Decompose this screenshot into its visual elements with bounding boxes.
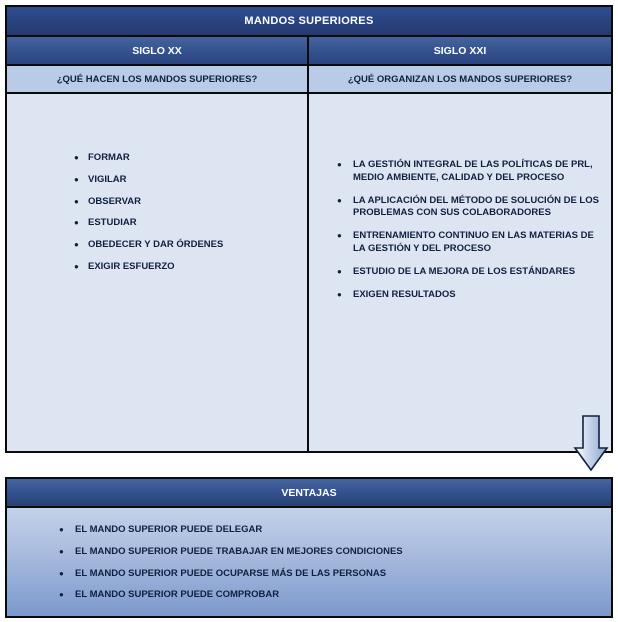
list-item: ● ESTUDIAR bbox=[70, 217, 299, 230]
bullet-list-left bbox=[70, 152, 299, 274]
list-item: ● LA GESTIÓN INTEGRAL DE LAS POLÍTICAS DE PRL, MEDIO AMBIENTE, CALIDAD Y DEL PROCESO bbox=[331, 159, 599, 185]
list-item: ● EXIGEN RESULTADOS bbox=[331, 289, 599, 302]
question-header-left bbox=[7, 66, 307, 94]
ventajas-content bbox=[7, 508, 611, 616]
list-item: ● EL MANDO SUPERIOR PUEDE TRABAJAR EN MEJORES CONDICIONES bbox=[55, 546, 603, 559]
table-title-label: MANDOS SUPERIORES bbox=[244, 15, 374, 27]
century-columns bbox=[7, 37, 611, 451]
question-header-right bbox=[309, 66, 611, 94]
list-item: ● EL MANDO SUPERIOR PUEDE OCUPARSE MÁS DE LAS PERSONAS bbox=[55, 568, 603, 581]
question-label-right: ¿QUÉ ORGANIZAN LOS MANDOS SUPERIORES? bbox=[347, 73, 573, 85]
content-cell-right bbox=[309, 94, 611, 451]
ventajas-title-label: VENTAJAS bbox=[281, 486, 337, 499]
list-item: ● LA APLICACIÓN DEL MÉTODO DE SOLUCIÓN DE LOS PROBLEMAS CON SUS COLABORADORES bbox=[331, 195, 599, 221]
question-label-left: ¿QUÉ HACEN LOS MANDOS SUPERIORES? bbox=[56, 73, 258, 85]
list-item: ● ESTUDIO DE LA MEJORA DE LOS ESTÁNDARES bbox=[331, 266, 599, 279]
column-siglo-xxi bbox=[309, 37, 611, 451]
list-item: ● VIGILAR bbox=[70, 174, 299, 187]
ventajas-table bbox=[5, 477, 613, 618]
down-arrow-icon bbox=[573, 415, 609, 473]
list-item: ● EL MANDO SUPERIOR PUEDE COMPROBAR bbox=[55, 589, 603, 602]
column-siglo-xx bbox=[7, 37, 309, 451]
bullet-list-ventajas bbox=[55, 524, 603, 602]
list-item: ● OBEDECER Y DAR ÓRDENES bbox=[70, 239, 299, 252]
list-item: ● EL MANDO SUPERIOR PUEDE DELEGAR bbox=[55, 524, 603, 537]
ventajas-title bbox=[7, 479, 611, 508]
century-label-left: SIGLO XX bbox=[132, 44, 182, 57]
table-title bbox=[7, 7, 611, 37]
list-item: ● EXIGIR ESFUERZO bbox=[70, 261, 299, 274]
list-item: ● FORMAR bbox=[70, 152, 299, 165]
content-cell-left bbox=[7, 94, 307, 451]
mandos-superiores-table bbox=[5, 5, 613, 453]
bullet-list-right bbox=[331, 159, 599, 302]
century-header-right bbox=[309, 37, 611, 66]
list-item: ● OBSERVAR bbox=[70, 196, 299, 209]
list-item: ● ENTRENAMIENTO CONTINUO EN LAS MATERIAS DE LA GESTIÓN Y DEL PROCESO bbox=[331, 230, 599, 256]
century-label-right: SIGLO XXI bbox=[433, 44, 487, 57]
century-header-left bbox=[7, 37, 307, 66]
